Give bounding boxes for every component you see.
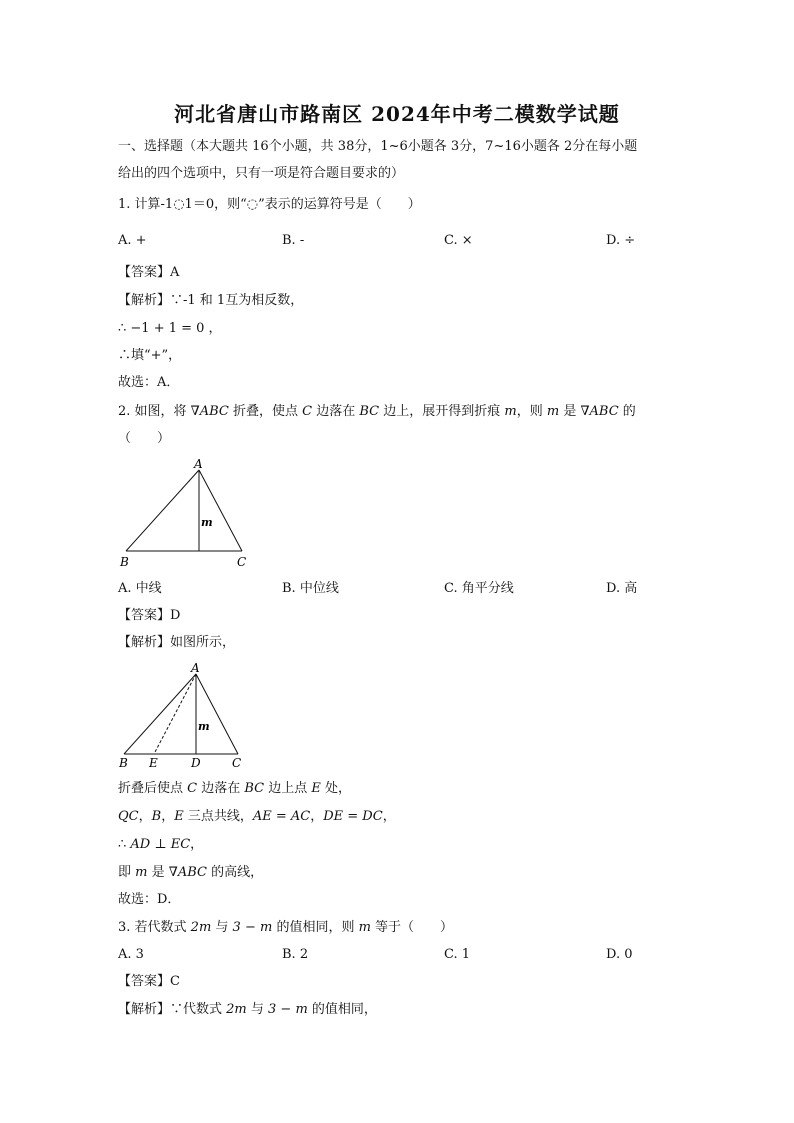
q2-analysis-line3: ∴ AD ⊥ EC， — [118, 837, 204, 852]
label-a: A — [194, 457, 203, 471]
q1-analysis-4: 故选：A． — [118, 375, 180, 390]
q3-answer: 【答案】C — [118, 974, 180, 989]
q2-analysis-line4: 即 m 是 ∇ABC 的高线， — [118, 865, 264, 880]
q2-option-b: B. 中位线 — [282, 581, 339, 596]
q2-stem: 2. 如图，将 ∇ABC 折叠，使点 C 边落在 BC 边上，展开得到折痕 m，则 m 是 ∇ABC 的 — [118, 404, 636, 419]
q2-analysis-head: 【解析】如图所示， — [118, 635, 236, 650]
q1-option-d: D. ÷ — [606, 233, 636, 248]
q1-stem: 1. 计算-1◌1＝0，则“◌”表示的运算符号是（ ） — [118, 197, 421, 212]
q2-option-d: D. 高 — [606, 581, 638, 596]
section-heading-line1: 一、选择题（本大题共 16个小题，共 38分，1~6小题各 3分，7~16小题各 2分在每小题 — [118, 139, 638, 154]
side-ab — [126, 470, 199, 551]
label-d: D — [191, 756, 201, 770]
q3-option-d: D. 0 — [606, 947, 633, 962]
label-c: C — [232, 756, 242, 770]
q1-analysis-1: 【解析】∵-1 和 1互为相反数， — [118, 293, 304, 308]
q2-analysis-line2: QC，B，E 三点共线，AE = AC，DE = DC， — [118, 809, 396, 824]
label-a: A — [191, 661, 200, 675]
q2-stem-paren: （ ） — [118, 431, 171, 446]
q1-answer: 【答案】A — [118, 265, 180, 280]
q2-answer: 【答案】D — [118, 608, 181, 623]
label-b: B — [120, 555, 129, 569]
page-title: 河北省唐山市路南区 2024年中考二模数学试题 — [174, 102, 620, 126]
q1-option-c: C. × — [444, 233, 473, 248]
q1-analysis-3: ∴填“+”， — [118, 348, 182, 363]
side-ac — [196, 674, 238, 754]
side-ac — [199, 470, 242, 551]
q1-option-b: B. - — [282, 233, 305, 248]
section-heading-line2: 给出的四个选项中，只有一项是符合题目要求的） — [118, 166, 405, 181]
q2-option-c: C. 角平分线 — [444, 581, 514, 596]
label-m: m — [201, 516, 213, 529]
label-m: m — [198, 720, 210, 733]
label-b: B — [119, 756, 128, 770]
q1-analysis-2: ∴ −1 + 1 = 0 ， — [118, 321, 222, 336]
q3-option-a: A. 3 — [118, 947, 144, 962]
label-c: C — [237, 555, 247, 569]
q2-figure-triangle — [114, 455, 254, 573]
label-e: E — [149, 756, 158, 770]
q3-option-c: C. 1 — [444, 947, 471, 962]
q2-analysis-line5: 故选：D． — [118, 892, 181, 907]
q2-figure-folded — [114, 658, 254, 774]
q2-option-a: A. 中线 — [118, 581, 162, 596]
q3-stem: 3. 若代数式 2m 与 3 − m 的值相同，则 m 等于（ ） — [118, 920, 454, 935]
q3-option-b: B. 2 — [282, 947, 309, 962]
q1-option-a: A. + — [118, 233, 147, 248]
q2-analysis-line1: 折叠后使点 C 边落在 BC 边上点 E 处， — [118, 781, 352, 796]
q3-analysis: 【解析】∵代数式 2m 与 3 − m 的值相同， — [118, 1002, 377, 1017]
